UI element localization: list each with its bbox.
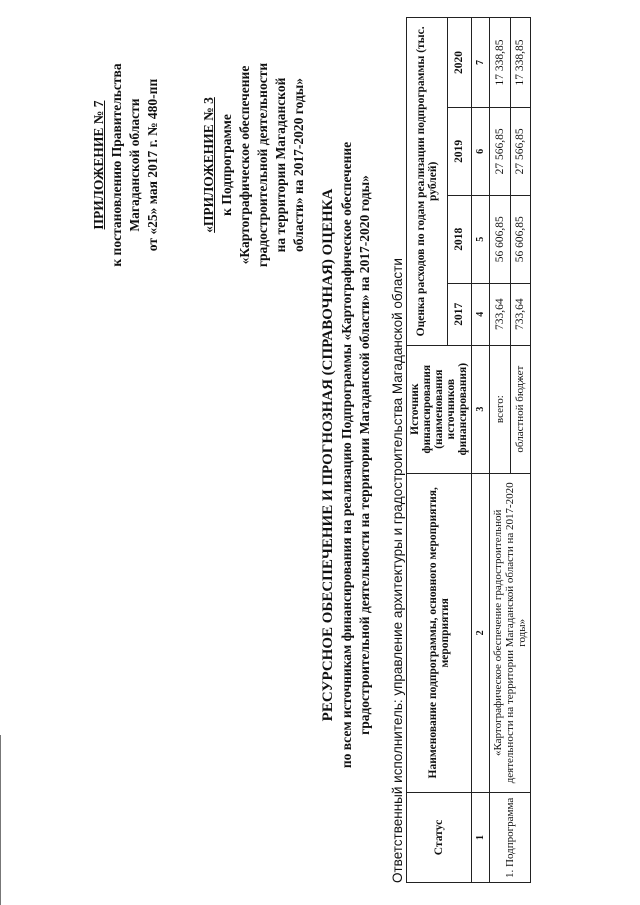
appendix-3-line: области» на 2017-2020 годы»: [291, 77, 306, 253]
row-value: 17 338,85: [490, 18, 511, 108]
appendix-3-heading: «ПРИЛОЖЕНИЕ № 3: [201, 97, 216, 233]
header-year: 2018: [447, 195, 471, 283]
appendix-3-line: «Картографическое обеспечение: [237, 65, 252, 265]
header-estimate: Оценка расходов по годам реализации подпрограммы (тыс. рублей): [407, 18, 448, 346]
row-name: «Картографическое обеспечение градостроительной деятельности на территории Магаданской области на 2017-2020 годы»: [490, 473, 531, 792]
header-status: Статус: [407, 793, 472, 883]
appendix-3-line: к Подпрограмме: [219, 114, 234, 216]
header-year: 2019: [447, 107, 471, 195]
document-subtitle: по всем источникам финансирования на реализацию Подпрограммы «Картографическое обеспечение: [339, 141, 354, 769]
row-value: 27 566,85: [490, 107, 511, 195]
column-number: 2: [472, 473, 490, 792]
row-value: 56 606,85: [490, 195, 511, 283]
column-number-row: [472, 18, 490, 883]
appendix-3-block: [200, 30, 308, 300]
header-year: 2017: [447, 283, 471, 345]
table-row: [490, 18, 511, 883]
appendix-7-heading: ПРИЛОЖЕНИЕ № 7: [91, 100, 106, 230]
row-source: всего:: [490, 345, 511, 473]
appendix-7-date: от «25» мая 2017 г. № 480-пп: [145, 78, 160, 252]
row-status: 1. Подпрограмма: [490, 793, 531, 883]
column-number: 7: [472, 18, 490, 108]
funding-table: [406, 17, 531, 883]
appendix-7-line: Магаданской области: [127, 98, 142, 232]
appendix-3-line: на территории Магаданской: [273, 77, 288, 253]
appendix-7-line: к постановлению Правительства: [109, 63, 124, 267]
row-value: 733,64: [510, 283, 531, 345]
title-block: [318, 65, 374, 845]
header-source: Источник финансирования (наименования источников финансирования): [407, 345, 472, 473]
column-number: 1: [472, 793, 490, 883]
row-value: 733,64: [490, 283, 511, 345]
appendix-7-block: [90, 35, 162, 295]
responsible-executor: Ответственный исполнитель: управление архитектуры и градостроительства Магаданской области: [390, 258, 405, 883]
column-number: 4: [472, 283, 490, 345]
column-number: 6: [472, 107, 490, 195]
row-value: 27 566,85: [510, 107, 531, 195]
row-source: областной бюджет: [510, 345, 531, 473]
column-number: 5: [472, 195, 490, 283]
header-year: 2020: [447, 18, 471, 108]
row-value: 17 338,85: [510, 18, 531, 108]
row-value: 56 606,85: [510, 195, 531, 283]
document-subtitle: градостроительной деятельности на территории Магаданской области» на 2017-2020 годы»: [357, 175, 372, 735]
appendix-3-line: градостроительной деятельности: [255, 62, 270, 268]
scan-edge-mark: [0, 735, 1, 905]
table-header-row: [407, 18, 448, 883]
column-number: 3: [472, 345, 490, 473]
document-title: РЕСУРСНОЕ ОБЕСПЕЧЕНИЕ И ПРОГНОЗНАЯ (СПРАВОЧНАЯ) ОЦЕНКА: [320, 188, 336, 722]
header-name: Наименование подпрограммы, основного мероприятия, мероприятия: [407, 473, 472, 792]
